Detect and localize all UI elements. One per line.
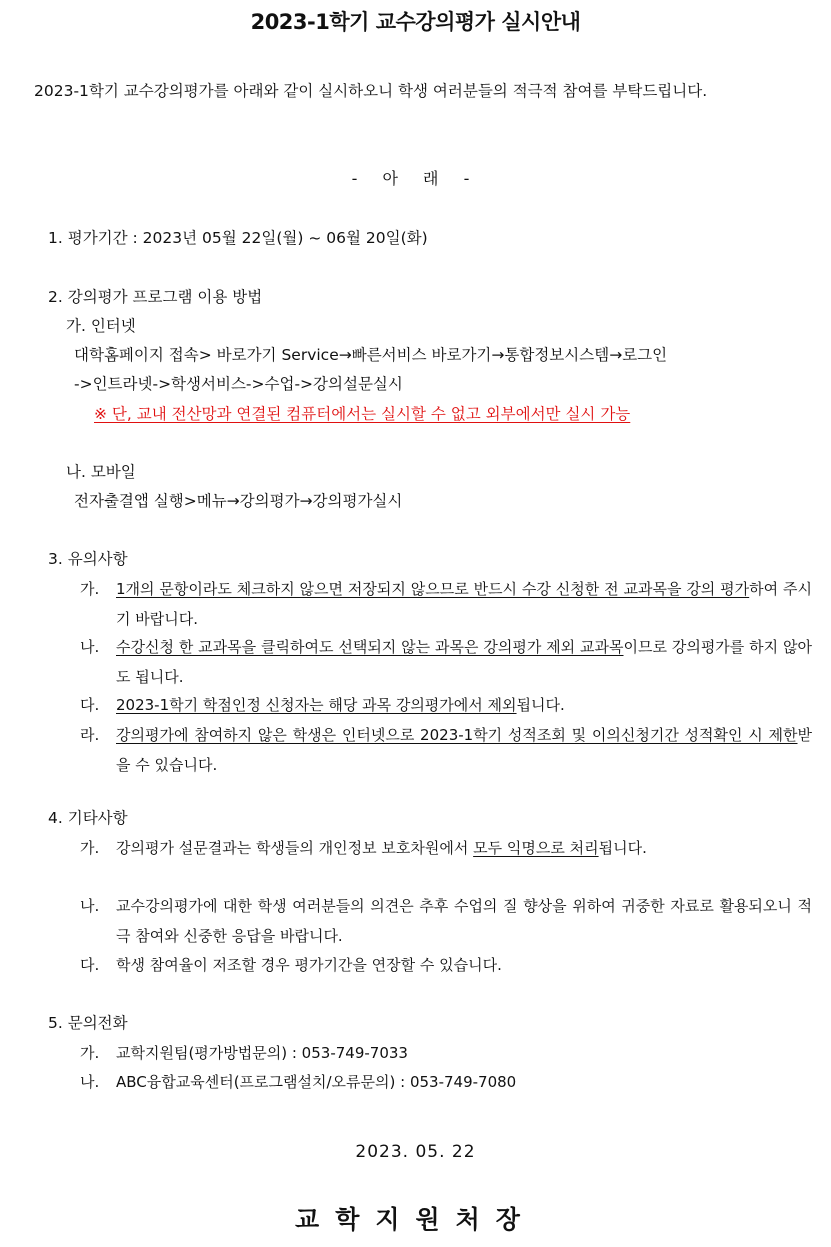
caution-item [80, 690, 812, 720]
page-title: 2023-1학기 교수강의평가 실시안내 [250, 10, 581, 34]
item-label: 나. [80, 897, 100, 915]
intro-paragraph: 2023-1학기 교수강의평가를 아래와 같이 실시하오니 학생 여러분들의 적극적 참여를 부탁드립니다. [34, 82, 708, 100]
item-text-underlined: 2023-1학기 학점인정 신청자는 해당 과목 강의평가에서 제외 [116, 696, 517, 714]
contact-item [80, 1038, 812, 1068]
item-text-underlined: 강의평가에 참여하지 않은 학생은 인터넷으로 2023-1학기 성적조회 및 이의신청기간 성적확인 시 제한 [116, 726, 798, 744]
item-label: 나. [80, 1073, 100, 1091]
other-item [80, 950, 812, 980]
caution-item [80, 574, 812, 634]
section-1-heading: 1. 평가기간 : 2023년 05월 22일(월) ~ 06월 20일(화) [48, 229, 428, 247]
item-text: 학생 참여율이 저조할 경우 평가기간을 연장할 수 있습니다. [116, 956, 502, 974]
caution-item [80, 720, 812, 780]
item-label: 가. [80, 1044, 100, 1062]
item-label: 다. [80, 696, 100, 714]
internet-label: 가. 인터넷 [66, 317, 136, 335]
item-text-underlined: 모두 익명으로 처리 [473, 839, 599, 857]
item-text: 강의평가 설문결과는 학생들의 개인정보 보호차원에서 [116, 839, 474, 857]
section-4-heading: 4. 기타사항 [48, 809, 128, 827]
item-label: 가. [80, 580, 100, 598]
item-text: 받을 수 있습니다. [116, 726, 812, 774]
other-item [80, 891, 812, 951]
caution-item [80, 632, 812, 692]
divider-label: - 아 래 - [351, 169, 480, 188]
section-3-heading: 3. 유의사항 [48, 550, 128, 568]
item-label: 다. [80, 956, 100, 974]
item-text: 됩니다. [598, 839, 647, 857]
item-text: 하여 주시기 바랍니다. [116, 580, 813, 628]
issuer-signature: 교학지원처장 [295, 1205, 536, 1234]
item-text: 이므로 강의평가를 하지 않아도 됩니다. [116, 638, 812, 686]
item-label: 가. [80, 839, 100, 857]
mobile-label: 나. 모바일 [66, 463, 136, 481]
notice-date: 2023. 05. 22 [355, 1142, 476, 1162]
mobile-path-line: 전자출결앱 실행>메뉴→강의평가→강의평가실시 [74, 492, 403, 510]
section-2-heading: 2. 강의평가 프로그램 이용 방법 [48, 288, 263, 306]
item-text-underlined: 1개의 문항이라도 체크하지 않으면 저장되지 않으므로 반드시 수강 신청한 전 교과목을 강의 평가 [116, 580, 750, 598]
item-label: 라. [80, 726, 100, 744]
other-item [80, 833, 812, 863]
internet-path-line-1: 대학홈페이지 접속> 바로가기 Service→빠른서비스 바로가기→통합정보시스템→로그인 [74, 346, 668, 364]
contact-text: 교학지원팀(평가방법문의) : 053-749-7033 [116, 1044, 408, 1062]
contact-item [80, 1067, 812, 1097]
item-text-underlined: 수강신청 한 교과목을 클릭하여도 선택되지 않는 과목은 강의평가 제외 교과목 [116, 638, 624, 656]
section-5-heading: 5. 문의전화 [48, 1014, 128, 1032]
item-text: 됩니다. [516, 696, 565, 714]
contact-text: ABC융합교육센터(프로그램설치/오류문의) : 053-749-7080 [116, 1073, 517, 1091]
internet-path-line-2: ->인트라넷->학생서비스->수업->강의설문실시 [74, 375, 403, 393]
item-text: 교수강의평가에 대한 학생 여러분들의 의견은 추후 수업의 질 향상을 위하여 귀중한 자료로 활용되오니 적극 참여와 신중한 응답을 바랍니다. [116, 897, 812, 945]
warning-note: ※ 단, 교내 전산망과 연결된 컴퓨터에서는 실시할 수 없고 외부에서만 실시 가능 [94, 405, 631, 423]
item-label: 나. [80, 638, 100, 656]
